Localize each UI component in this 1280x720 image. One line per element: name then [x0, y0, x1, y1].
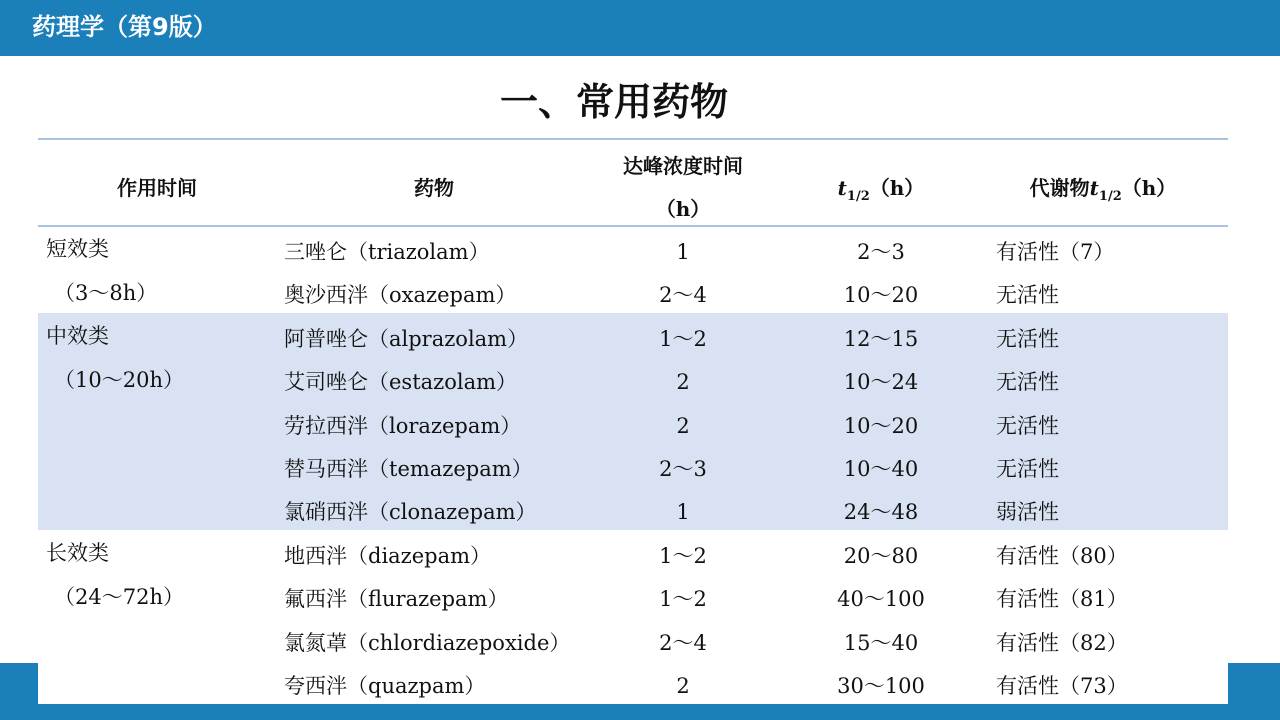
slide-title: 一、常用药物 — [499, 80, 728, 124]
group-medium-name: 中效类 — [46, 324, 109, 348]
drug-name: 夸西泮（quazpam） — [284, 674, 486, 698]
half-life: 24～48 — [843, 500, 919, 524]
half-life: 10～40 — [843, 457, 919, 481]
metabolite-activity: 无活性 — [996, 283, 1059, 307]
group-medium-range: （10～20h） — [54, 368, 184, 392]
table-row — [38, 274, 1228, 317]
table-row — [38, 231, 1228, 274]
metabolite-activity: 有活性（7） — [996, 240, 1115, 264]
metabolite-activity: 无活性 — [996, 457, 1059, 481]
group-short-name: 短效类 — [46, 237, 109, 261]
header-peak-line2: （h） — [655, 197, 711, 221]
half-life: 10～20 — [843, 283, 919, 307]
header-half-life-symbol: t — [837, 176, 847, 200]
table-row — [38, 405, 1228, 448]
metabolite-activity: 无活性 — [996, 414, 1059, 438]
header-duration: 作用时间 — [117, 176, 197, 200]
footer-bar-bottom — [0, 704, 1280, 720]
metabolite-activity: 无活性 — [996, 327, 1059, 351]
drug-name: 地西泮（diazepam） — [284, 544, 492, 568]
group-long-name: 长效类 — [46, 541, 109, 565]
header-peak-time — [583, 150, 783, 222]
table-row — [38, 578, 1228, 621]
group-short-range: （3～8h） — [54, 281, 158, 305]
drug-name: 三唑仑（triazolam） — [284, 240, 490, 264]
peak-time: 2 — [676, 414, 690, 438]
drug-name: 氯氮䓬（chlordiazepoxide） — [284, 631, 571, 655]
header-metabolite-unit: （h） — [1121, 176, 1177, 200]
table-header-rule — [38, 225, 1228, 227]
table-row — [38, 318, 1228, 361]
peak-time: 1～2 — [659, 544, 707, 568]
half-life: 2～3 — [857, 240, 905, 264]
half-life: 15～40 — [843, 631, 919, 655]
drug-name: 氟西泮（flurazepam） — [284, 587, 509, 611]
drug-name: 替马西泮（temazepam） — [284, 457, 533, 481]
half-life: 40～100 — [837, 587, 925, 611]
half-life: 20～80 — [843, 544, 919, 568]
metabolite-activity: 有活性（82） — [996, 631, 1128, 655]
metabolite-activity: 有活性（73） — [996, 674, 1128, 698]
drug-table — [38, 138, 1228, 704]
half-life: 30～100 — [837, 674, 925, 698]
peak-time: 1 — [676, 500, 690, 524]
table-row — [38, 491, 1228, 534]
peak-time: 1 — [676, 240, 690, 264]
header-half-life-sub: 1/2 — [846, 189, 870, 204]
half-life: 10～20 — [843, 414, 919, 438]
header-half-life-unit: （h） — [869, 176, 925, 200]
metabolite-activity: 有活性（81） — [996, 587, 1128, 611]
table-row — [38, 665, 1228, 708]
table-row — [38, 622, 1228, 665]
metabolite-activity: 有活性（80） — [996, 544, 1128, 568]
table-row — [38, 361, 1228, 404]
book-title: 药理学（第9版） — [32, 13, 217, 41]
drug-name: 奥沙西泮（oxazepam） — [284, 283, 517, 307]
peak-time: 2 — [676, 674, 690, 698]
metabolite-activity: 弱活性 — [996, 500, 1059, 524]
header-drug: 药物 — [414, 176, 454, 200]
header-metabolite-symbol: t — [1089, 176, 1099, 200]
half-life: 12～15 — [843, 327, 919, 351]
drug-name: 氯硝西泮（clonazepam） — [284, 500, 537, 524]
header-metabolite — [993, 172, 1213, 204]
table-row — [38, 448, 1228, 491]
peak-time: 2～4 — [659, 283, 707, 307]
header-metabolite-prefix: 代谢物 — [1029, 176, 1090, 200]
header-peak-line1: 达峰浓度时间 — [623, 154, 743, 178]
peak-time: 2～4 — [659, 631, 707, 655]
peak-time: 2 — [676, 370, 690, 394]
peak-time: 1～2 — [659, 587, 707, 611]
metabolite-activity: 无活性 — [996, 370, 1059, 394]
peak-time: 2～3 — [659, 457, 707, 481]
drug-name: 阿普唑仑（alprazolam） — [284, 327, 529, 351]
drug-name: 劳拉西泮（lorazepam） — [284, 414, 522, 438]
half-life: 10～24 — [843, 370, 919, 394]
peak-time: 1～2 — [659, 327, 707, 351]
group-long-range: （24～72h） — [54, 585, 184, 609]
header-metabolite-sub: 1/2 — [1098, 189, 1122, 204]
table-row — [38, 535, 1228, 578]
header-half-life — [781, 172, 981, 204]
drug-name: 艾司唑仑（estazolam） — [284, 370, 518, 394]
header-bar — [0, 0, 1280, 56]
table-top-rule — [38, 138, 1228, 140]
